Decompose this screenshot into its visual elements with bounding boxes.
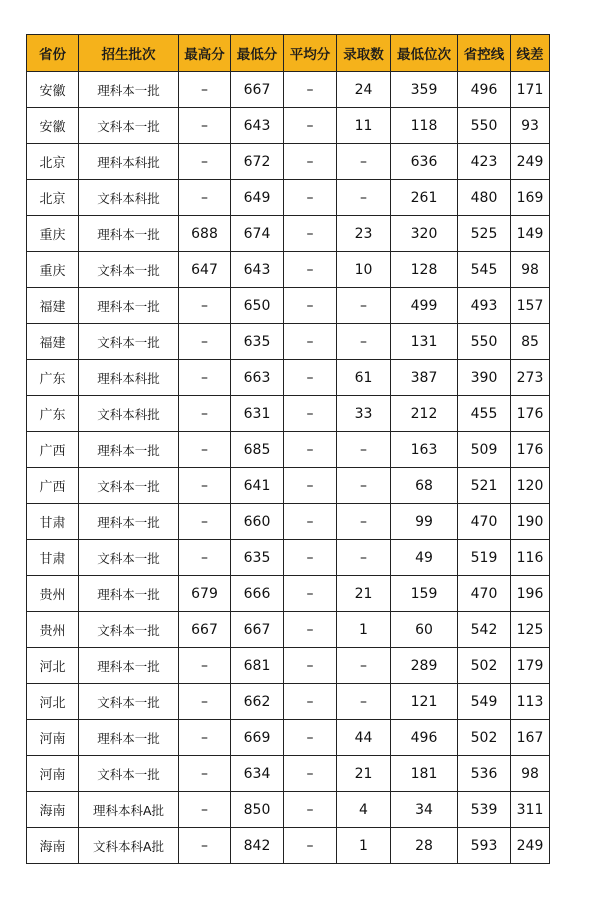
cell-min-score: 666 xyxy=(231,576,284,612)
cell-max-score: – xyxy=(179,180,231,216)
cell-admitted-count: 24 xyxy=(337,72,391,108)
cell-min-rank: 118 xyxy=(391,108,458,144)
cell-line-diff: 120 xyxy=(511,468,550,504)
cell-max-score: – xyxy=(179,792,231,828)
cell-avg-score: – xyxy=(284,828,337,864)
cell-admitted-count: 21 xyxy=(337,576,391,612)
cell-control-line: 545 xyxy=(458,252,511,288)
cell-line-diff: 171 xyxy=(511,72,550,108)
cell-batch: 理科本科A批 xyxy=(79,792,179,828)
cell-control-line: 542 xyxy=(458,612,511,648)
cell-min-rank: 261 xyxy=(391,180,458,216)
table-row xyxy=(27,108,550,144)
cell-avg-score: – xyxy=(284,684,337,720)
cell-max-score: – xyxy=(179,540,231,576)
cell-min-rank: 387 xyxy=(391,360,458,396)
cell-control-line: 493 xyxy=(458,288,511,324)
cell-max-score: – xyxy=(179,756,231,792)
cell-control-line: 593 xyxy=(458,828,511,864)
cell-min-score: 672 xyxy=(231,144,284,180)
cell-min-rank: 496 xyxy=(391,720,458,756)
cell-min-score: 650 xyxy=(231,288,284,324)
cell-max-score: – xyxy=(179,432,231,468)
cell-avg-score: – xyxy=(284,468,337,504)
cell-line-diff: 98 xyxy=(511,756,550,792)
cell-admitted-count: – xyxy=(337,684,391,720)
cell-batch: 文科本科批 xyxy=(79,180,179,216)
table-row xyxy=(27,720,550,756)
cell-control-line: 480 xyxy=(458,180,511,216)
table-row xyxy=(27,72,550,108)
cell-avg-score: – xyxy=(284,396,337,432)
cell-admitted-count: 11 xyxy=(337,108,391,144)
cell-min-rank: 99 xyxy=(391,504,458,540)
admission-scores-table xyxy=(26,34,550,864)
cell-max-score: – xyxy=(179,828,231,864)
cell-min-score: 842 xyxy=(231,828,284,864)
cell-line-diff: 167 xyxy=(511,720,550,756)
cell-min-score: 667 xyxy=(231,612,284,648)
cell-batch: 理科本一批 xyxy=(79,576,179,612)
table-row xyxy=(27,396,550,432)
cell-batch: 文科本一批 xyxy=(79,684,179,720)
table-row xyxy=(27,576,550,612)
cell-line-diff: 249 xyxy=(511,144,550,180)
cell-control-line: 550 xyxy=(458,324,511,360)
column-header-min-score: 最低分 xyxy=(231,35,284,72)
cell-province: 重庆 xyxy=(27,252,79,288)
cell-admitted-count: – xyxy=(337,144,391,180)
cell-avg-score: – xyxy=(284,756,337,792)
cell-admitted-count: 4 xyxy=(337,792,391,828)
cell-admitted-count: 44 xyxy=(337,720,391,756)
column-header-max-score: 最高分 xyxy=(179,35,231,72)
cell-admitted-count: – xyxy=(337,432,391,468)
cell-admitted-count: – xyxy=(337,468,391,504)
cell-line-diff: 311 xyxy=(511,792,550,828)
cell-admitted-count: 1 xyxy=(337,828,391,864)
cell-line-diff: 176 xyxy=(511,396,550,432)
cell-control-line: 539 xyxy=(458,792,511,828)
cell-min-rank: 68 xyxy=(391,468,458,504)
cell-avg-score: – xyxy=(284,792,337,828)
cell-control-line: 549 xyxy=(458,684,511,720)
cell-min-score: 643 xyxy=(231,108,284,144)
cell-avg-score: – xyxy=(284,360,337,396)
cell-avg-score: – xyxy=(284,648,337,684)
cell-admitted-count: 1 xyxy=(337,612,391,648)
cell-max-score: – xyxy=(179,468,231,504)
cell-batch: 理科本一批 xyxy=(79,432,179,468)
table-row xyxy=(27,756,550,792)
cell-min-score: 660 xyxy=(231,504,284,540)
cell-admitted-count: – xyxy=(337,288,391,324)
cell-control-line: 455 xyxy=(458,396,511,432)
cell-min-score: 641 xyxy=(231,468,284,504)
cell-avg-score: – xyxy=(284,612,337,648)
table-row xyxy=(27,144,550,180)
cell-control-line: 470 xyxy=(458,576,511,612)
cell-min-rank: 128 xyxy=(391,252,458,288)
cell-batch: 理科本一批 xyxy=(79,720,179,756)
cell-min-score: 649 xyxy=(231,180,284,216)
cell-avg-score: – xyxy=(284,540,337,576)
cell-batch: 理科本科批 xyxy=(79,144,179,180)
cell-avg-score: – xyxy=(284,72,337,108)
cell-province: 甘肃 xyxy=(27,504,79,540)
cell-province: 安徽 xyxy=(27,72,79,108)
cell-max-score: 679 xyxy=(179,576,231,612)
cell-min-rank: 499 xyxy=(391,288,458,324)
cell-province: 河北 xyxy=(27,684,79,720)
cell-avg-score: – xyxy=(284,720,337,756)
cell-province: 河北 xyxy=(27,648,79,684)
cell-max-score: – xyxy=(179,108,231,144)
cell-admitted-count: 21 xyxy=(337,756,391,792)
cell-line-diff: 113 xyxy=(511,684,550,720)
cell-max-score: – xyxy=(179,72,231,108)
table-row xyxy=(27,648,550,684)
table-row xyxy=(27,468,550,504)
cell-min-rank: 49 xyxy=(391,540,458,576)
cell-min-rank: 131 xyxy=(391,324,458,360)
cell-province: 福建 xyxy=(27,288,79,324)
cell-province: 北京 xyxy=(27,144,79,180)
cell-max-score: – xyxy=(179,648,231,684)
cell-min-score: 635 xyxy=(231,540,284,576)
cell-max-score: 667 xyxy=(179,612,231,648)
cell-province: 广西 xyxy=(27,432,79,468)
cell-line-diff: 176 xyxy=(511,432,550,468)
column-header-province: 省份 xyxy=(27,35,79,72)
column-header-min-rank: 最低位次 xyxy=(391,35,458,72)
cell-min-score: 669 xyxy=(231,720,284,756)
cell-batch: 文科本一批 xyxy=(79,108,179,144)
table-row xyxy=(27,360,550,396)
column-header-control-line: 省控线 xyxy=(458,35,511,72)
cell-min-rank: 636 xyxy=(391,144,458,180)
cell-min-score: 850 xyxy=(231,792,284,828)
cell-control-line: 525 xyxy=(458,216,511,252)
cell-line-diff: 196 xyxy=(511,576,550,612)
cell-province: 广西 xyxy=(27,468,79,504)
cell-max-score: – xyxy=(179,684,231,720)
cell-max-score: – xyxy=(179,720,231,756)
cell-province: 广东 xyxy=(27,360,79,396)
cell-admitted-count: – xyxy=(337,504,391,540)
cell-admitted-count: – xyxy=(337,648,391,684)
cell-min-rank: 289 xyxy=(391,648,458,684)
cell-avg-score: – xyxy=(284,504,337,540)
cell-max-score: – xyxy=(179,360,231,396)
cell-avg-score: – xyxy=(284,180,337,216)
cell-admitted-count: 10 xyxy=(337,252,391,288)
cell-batch: 理科本一批 xyxy=(79,288,179,324)
table-row xyxy=(27,324,550,360)
cell-line-diff: 169 xyxy=(511,180,550,216)
table-row xyxy=(27,216,550,252)
cell-control-line: 390 xyxy=(458,360,511,396)
column-header-admitted-count: 录取数 xyxy=(337,35,391,72)
cell-line-diff: 190 xyxy=(511,504,550,540)
table-header xyxy=(27,35,550,72)
cell-line-diff: 157 xyxy=(511,288,550,324)
cell-max-score: – xyxy=(179,504,231,540)
cell-min-score: 662 xyxy=(231,684,284,720)
cell-line-diff: 179 xyxy=(511,648,550,684)
cell-max-score: – xyxy=(179,396,231,432)
cell-min-score: 685 xyxy=(231,432,284,468)
cell-batch: 文科本一批 xyxy=(79,540,179,576)
cell-batch: 文科本一批 xyxy=(79,756,179,792)
cell-min-score: 674 xyxy=(231,216,284,252)
cell-batch: 文科本科批 xyxy=(79,396,179,432)
cell-batch: 理科本一批 xyxy=(79,648,179,684)
cell-line-diff: 116 xyxy=(511,540,550,576)
column-header-line-diff: 线差 xyxy=(511,35,550,72)
cell-min-rank: 159 xyxy=(391,576,458,612)
cell-avg-score: – xyxy=(284,432,337,468)
table-row xyxy=(27,504,550,540)
cell-control-line: 521 xyxy=(458,468,511,504)
cell-avg-score: – xyxy=(284,324,337,360)
cell-control-line: 536 xyxy=(458,756,511,792)
cell-min-score: 635 xyxy=(231,324,284,360)
cell-line-diff: 93 xyxy=(511,108,550,144)
table-body xyxy=(27,72,550,864)
cell-max-score: – xyxy=(179,324,231,360)
cell-batch: 文科本一批 xyxy=(79,612,179,648)
table-row xyxy=(27,432,550,468)
cell-batch: 文科本一批 xyxy=(79,468,179,504)
admission-scores-table-container xyxy=(26,34,549,864)
cell-line-diff: 85 xyxy=(511,324,550,360)
cell-province: 河南 xyxy=(27,720,79,756)
cell-min-rank: 212 xyxy=(391,396,458,432)
cell-batch: 理科本一批 xyxy=(79,216,179,252)
cell-admitted-count: – xyxy=(337,180,391,216)
cell-min-score: 667 xyxy=(231,72,284,108)
cell-province: 甘肃 xyxy=(27,540,79,576)
cell-control-line: 470 xyxy=(458,504,511,540)
cell-line-diff: 273 xyxy=(511,360,550,396)
cell-min-rank: 28 xyxy=(391,828,458,864)
cell-min-score: 663 xyxy=(231,360,284,396)
cell-province: 海南 xyxy=(27,828,79,864)
cell-batch: 文科本一批 xyxy=(79,252,179,288)
cell-min-rank: 121 xyxy=(391,684,458,720)
cell-min-score: 634 xyxy=(231,756,284,792)
table-row xyxy=(27,252,550,288)
cell-min-score: 631 xyxy=(231,396,284,432)
cell-admitted-count: – xyxy=(337,324,391,360)
cell-min-rank: 34 xyxy=(391,792,458,828)
cell-admitted-count: 33 xyxy=(337,396,391,432)
table-row xyxy=(27,180,550,216)
cell-max-score: – xyxy=(179,288,231,324)
cell-batch: 理科本一批 xyxy=(79,504,179,540)
cell-line-diff: 149 xyxy=(511,216,550,252)
cell-admitted-count: 23 xyxy=(337,216,391,252)
cell-control-line: 550 xyxy=(458,108,511,144)
cell-min-rank: 181 xyxy=(391,756,458,792)
cell-province: 贵州 xyxy=(27,612,79,648)
column-header-avg-score: 平均分 xyxy=(284,35,337,72)
table-row xyxy=(27,540,550,576)
cell-avg-score: – xyxy=(284,144,337,180)
cell-control-line: 509 xyxy=(458,432,511,468)
cell-max-score: 647 xyxy=(179,252,231,288)
cell-max-score: 688 xyxy=(179,216,231,252)
cell-min-score: 681 xyxy=(231,648,284,684)
cell-avg-score: – xyxy=(284,288,337,324)
cell-province: 安徽 xyxy=(27,108,79,144)
header-row xyxy=(27,35,550,72)
cell-avg-score: – xyxy=(284,252,337,288)
table-row xyxy=(27,792,550,828)
cell-batch: 文科本一批 xyxy=(79,324,179,360)
cell-admitted-count: 61 xyxy=(337,360,391,396)
cell-min-rank: 320 xyxy=(391,216,458,252)
cell-line-diff: 249 xyxy=(511,828,550,864)
table-row xyxy=(27,828,550,864)
cell-min-rank: 163 xyxy=(391,432,458,468)
cell-province: 福建 xyxy=(27,324,79,360)
table-row xyxy=(27,288,550,324)
cell-admitted-count: – xyxy=(337,540,391,576)
cell-line-diff: 98 xyxy=(511,252,550,288)
cell-batch: 理科本一批 xyxy=(79,72,179,108)
cell-min-rank: 359 xyxy=(391,72,458,108)
table-row xyxy=(27,612,550,648)
cell-control-line: 502 xyxy=(458,720,511,756)
cell-province: 重庆 xyxy=(27,216,79,252)
cell-min-score: 643 xyxy=(231,252,284,288)
cell-avg-score: – xyxy=(284,108,337,144)
cell-province: 海南 xyxy=(27,792,79,828)
cell-line-diff: 125 xyxy=(511,612,550,648)
cell-province: 北京 xyxy=(27,180,79,216)
cell-batch: 文科本科A批 xyxy=(79,828,179,864)
cell-province: 河南 xyxy=(27,756,79,792)
cell-province: 贵州 xyxy=(27,576,79,612)
cell-avg-score: – xyxy=(284,216,337,252)
cell-province: 广东 xyxy=(27,396,79,432)
cell-avg-score: – xyxy=(284,576,337,612)
cell-control-line: 496 xyxy=(458,72,511,108)
table-row xyxy=(27,684,550,720)
cell-control-line: 519 xyxy=(458,540,511,576)
cell-control-line: 502 xyxy=(458,648,511,684)
cell-max-score: – xyxy=(179,144,231,180)
column-header-batch: 招生批次 xyxy=(79,35,179,72)
cell-control-line: 423 xyxy=(458,144,511,180)
cell-batch: 理科本科批 xyxy=(79,360,179,396)
cell-min-rank: 60 xyxy=(391,612,458,648)
